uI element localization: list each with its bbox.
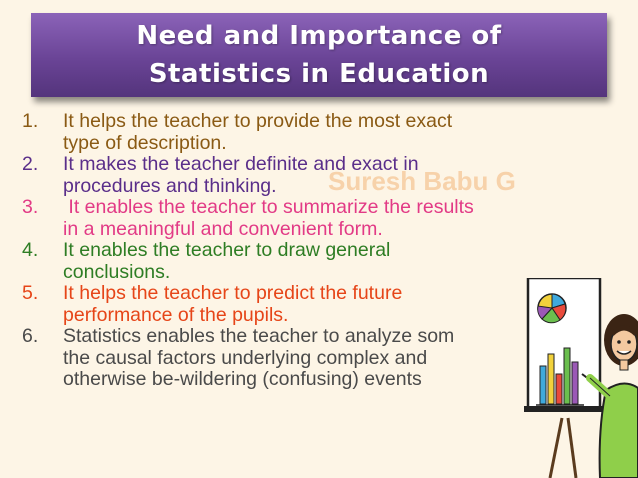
list-item-4	[22, 240, 582, 283]
list-item-6	[22, 326, 568, 391]
item-text-line: type of description.	[63, 131, 227, 154]
item-number: 1.	[22, 110, 39, 132]
list-item-2	[22, 154, 582, 197]
title-line-2: Statistics in Education	[148, 59, 490, 89]
item-text-line: conclusions.	[63, 260, 171, 283]
item-number: 5.	[22, 282, 39, 304]
item-text-line: performance of the pupils.	[63, 303, 289, 326]
item-number: 2.	[22, 153, 39, 175]
item-number: 6.	[22, 325, 39, 347]
watermark: Suresh Babu G	[328, 166, 516, 196]
easel-leg-icon	[550, 418, 562, 478]
list-item-5	[22, 283, 582, 326]
item-text-line: procedures and thinking.	[63, 174, 277, 197]
item-text-line: It enables the teacher to summarize the results	[63, 196, 474, 218]
pie-chart-icon	[538, 294, 566, 323]
item-text-line: otherwise be-wildering (confusing) events	[63, 368, 422, 390]
teacher-presenting-chart-icon	[520, 278, 638, 478]
item-text-line: the causal factors underlying complex and	[63, 346, 428, 369]
title-banner	[31, 13, 607, 97]
item-text-line: It makes the teacher definite and exact in	[63, 153, 419, 175]
item-text-line: It helps the teacher to predict the future	[63, 282, 403, 304]
item-number: 3.	[22, 196, 39, 218]
title-line-1: Need and Importance of	[136, 21, 502, 51]
points-list	[22, 111, 582, 391]
item-text-line: It helps the teacher to provide the most exact	[63, 110, 453, 132]
item-text-line: Statistics enables the teacher to analyze som	[63, 326, 455, 347]
board-ledge-icon	[524, 406, 604, 412]
item-number: 4.	[22, 239, 39, 261]
list-item-1	[22, 111, 582, 154]
easel-leg-icon	[568, 418, 576, 478]
item-text-line: in a meaningful and convenient form.	[63, 217, 383, 240]
item-text-line: It enables the teacher to draw general	[63, 239, 391, 261]
list-item-3	[22, 197, 582, 240]
